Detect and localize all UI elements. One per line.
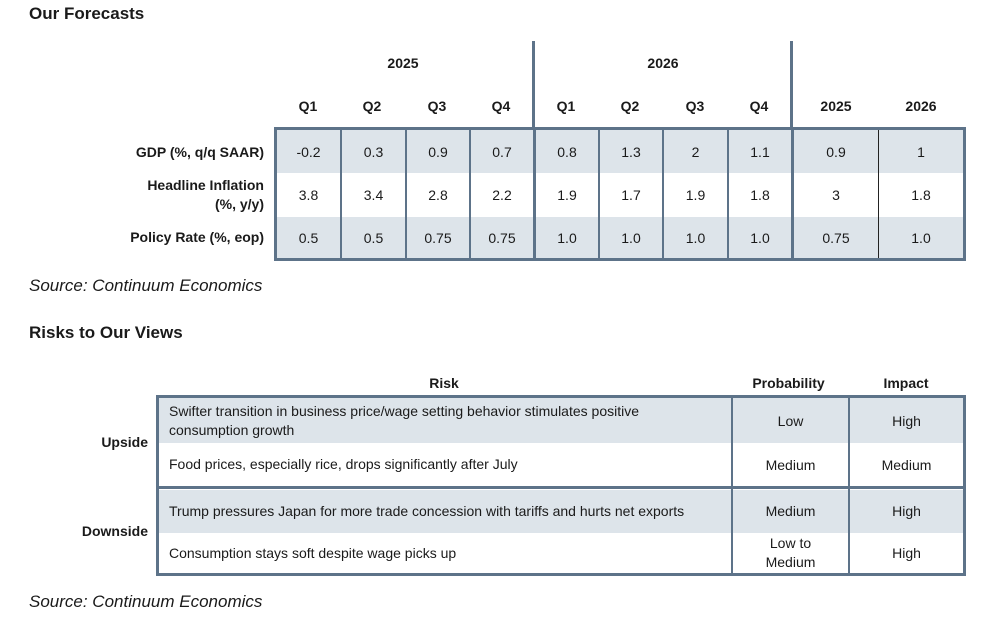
impact-cell: High [892,545,921,561]
gdp-annual-2025: 0.9 [826,143,846,160]
risks-source: Source: Continuum Economics [29,592,263,611]
gdp-q3-2026: 2 [691,143,700,160]
col-header-q3-2026: Q3 [685,98,705,114]
row-label-policy-rate: Policy Rate (%, eop) [130,229,264,245]
col-header-annual-2025: 2025 [820,98,852,114]
risks-table [156,395,966,576]
inflation-q1-2025: 3.8 [298,187,319,203]
group-label-upside: Upside [101,434,148,450]
policy-q1-2025: 0.5 [298,229,319,246]
col-header-q4-2026: Q4 [749,98,769,114]
inflation-q3-2026: 1.9 [685,187,706,203]
impact-col-header: Impact [883,375,929,391]
inflation-q2-2026: 1.7 [621,187,641,203]
risk-col-header: Risk [429,375,459,391]
col-header-q1-2026: Q1 [556,98,576,114]
risk-text: Food prices, especially rice, drops significantly after July [169,456,518,472]
policy-q3-2026: 1.0 [685,229,706,246]
inflation-q2-2025: 3.4 [363,187,384,203]
impact-cell: High [892,503,921,519]
policy-q2-2026: 1.0 [621,229,641,246]
gdp-q2-2026: 1.3 [621,143,641,160]
policy-q3-2025: 0.75 [424,229,452,246]
impact-cell: High [892,412,921,429]
gdp-q4-2025: 0.7 [492,143,512,160]
probability-cell: Medium [765,503,816,519]
inflation-annual-2025: 3 [832,187,840,203]
inflation-q3-2025: 2.8 [428,187,448,203]
risk-text: Swifter transition in business price/wage setting behavior stimulates positive consumption growth [169,402,640,438]
probability-cell: Medium [765,456,816,473]
gdp-q2-2025: 0.3 [363,143,384,160]
forecasts-source: Source: Continuum Economics [29,276,263,295]
col-header-q2-2025: Q2 [362,98,382,114]
policy-q2-2025: 0.5 [363,229,384,246]
probability-cell: Low [777,412,804,429]
col-header-annual-2026: 2026 [905,98,937,114]
risk-text: Consumption stays soft despite wage picks up [169,544,457,561]
probability-cell: Low to Medium [765,535,816,570]
policy-q1-2026: 1.0 [557,229,577,246]
col-header-q3-2025: Q3 [427,98,447,114]
inflation-q4-2025: 2.2 [492,187,512,203]
gdp-q3-2025: 0.9 [428,143,448,160]
risk-text: Trump pressures Japan for more trade concession with tariffs and hurts net exports [169,502,685,519]
col-header-q2-2026: Q2 [620,98,640,114]
year-group-2026: 2026 [647,55,679,71]
risks-title: Risks to Our Views [29,323,183,342]
forecasts-table [274,127,966,261]
policy-annual-2026: 1.0 [911,229,931,246]
policy-annual-2025: 0.75 [822,229,850,246]
year-group-2025: 2025 [387,55,419,71]
inflation-q4-2026: 1.8 [750,187,770,203]
row-label-inflation: Headline Inflation (%, y/y) [147,177,264,212]
inflation-annual-2026: 1.8 [911,187,931,203]
col-header-q1-2025: Q1 [298,98,318,114]
gdp-q1-2026: 0.8 [557,143,577,160]
probability-col-header: Probability [752,375,825,391]
forecasts-title: Our Forecasts [29,4,145,23]
gdp-q1-2025: -0.2 [296,143,321,160]
impact-cell: Medium [881,456,932,473]
row-label-gdp: GDP (%, q/q SAAR) [135,144,264,160]
col-header-q4-2025: Q4 [491,98,511,114]
group-label-downside: Downside [81,523,148,539]
inflation-q1-2026: 1.9 [557,187,577,203]
policy-q4-2026: 1.0 [750,229,770,246]
policy-q4-2025: 0.75 [488,229,516,246]
gdp-annual-2026: 1 [917,143,925,160]
gdp-q4-2026: 1.1 [750,143,770,160]
